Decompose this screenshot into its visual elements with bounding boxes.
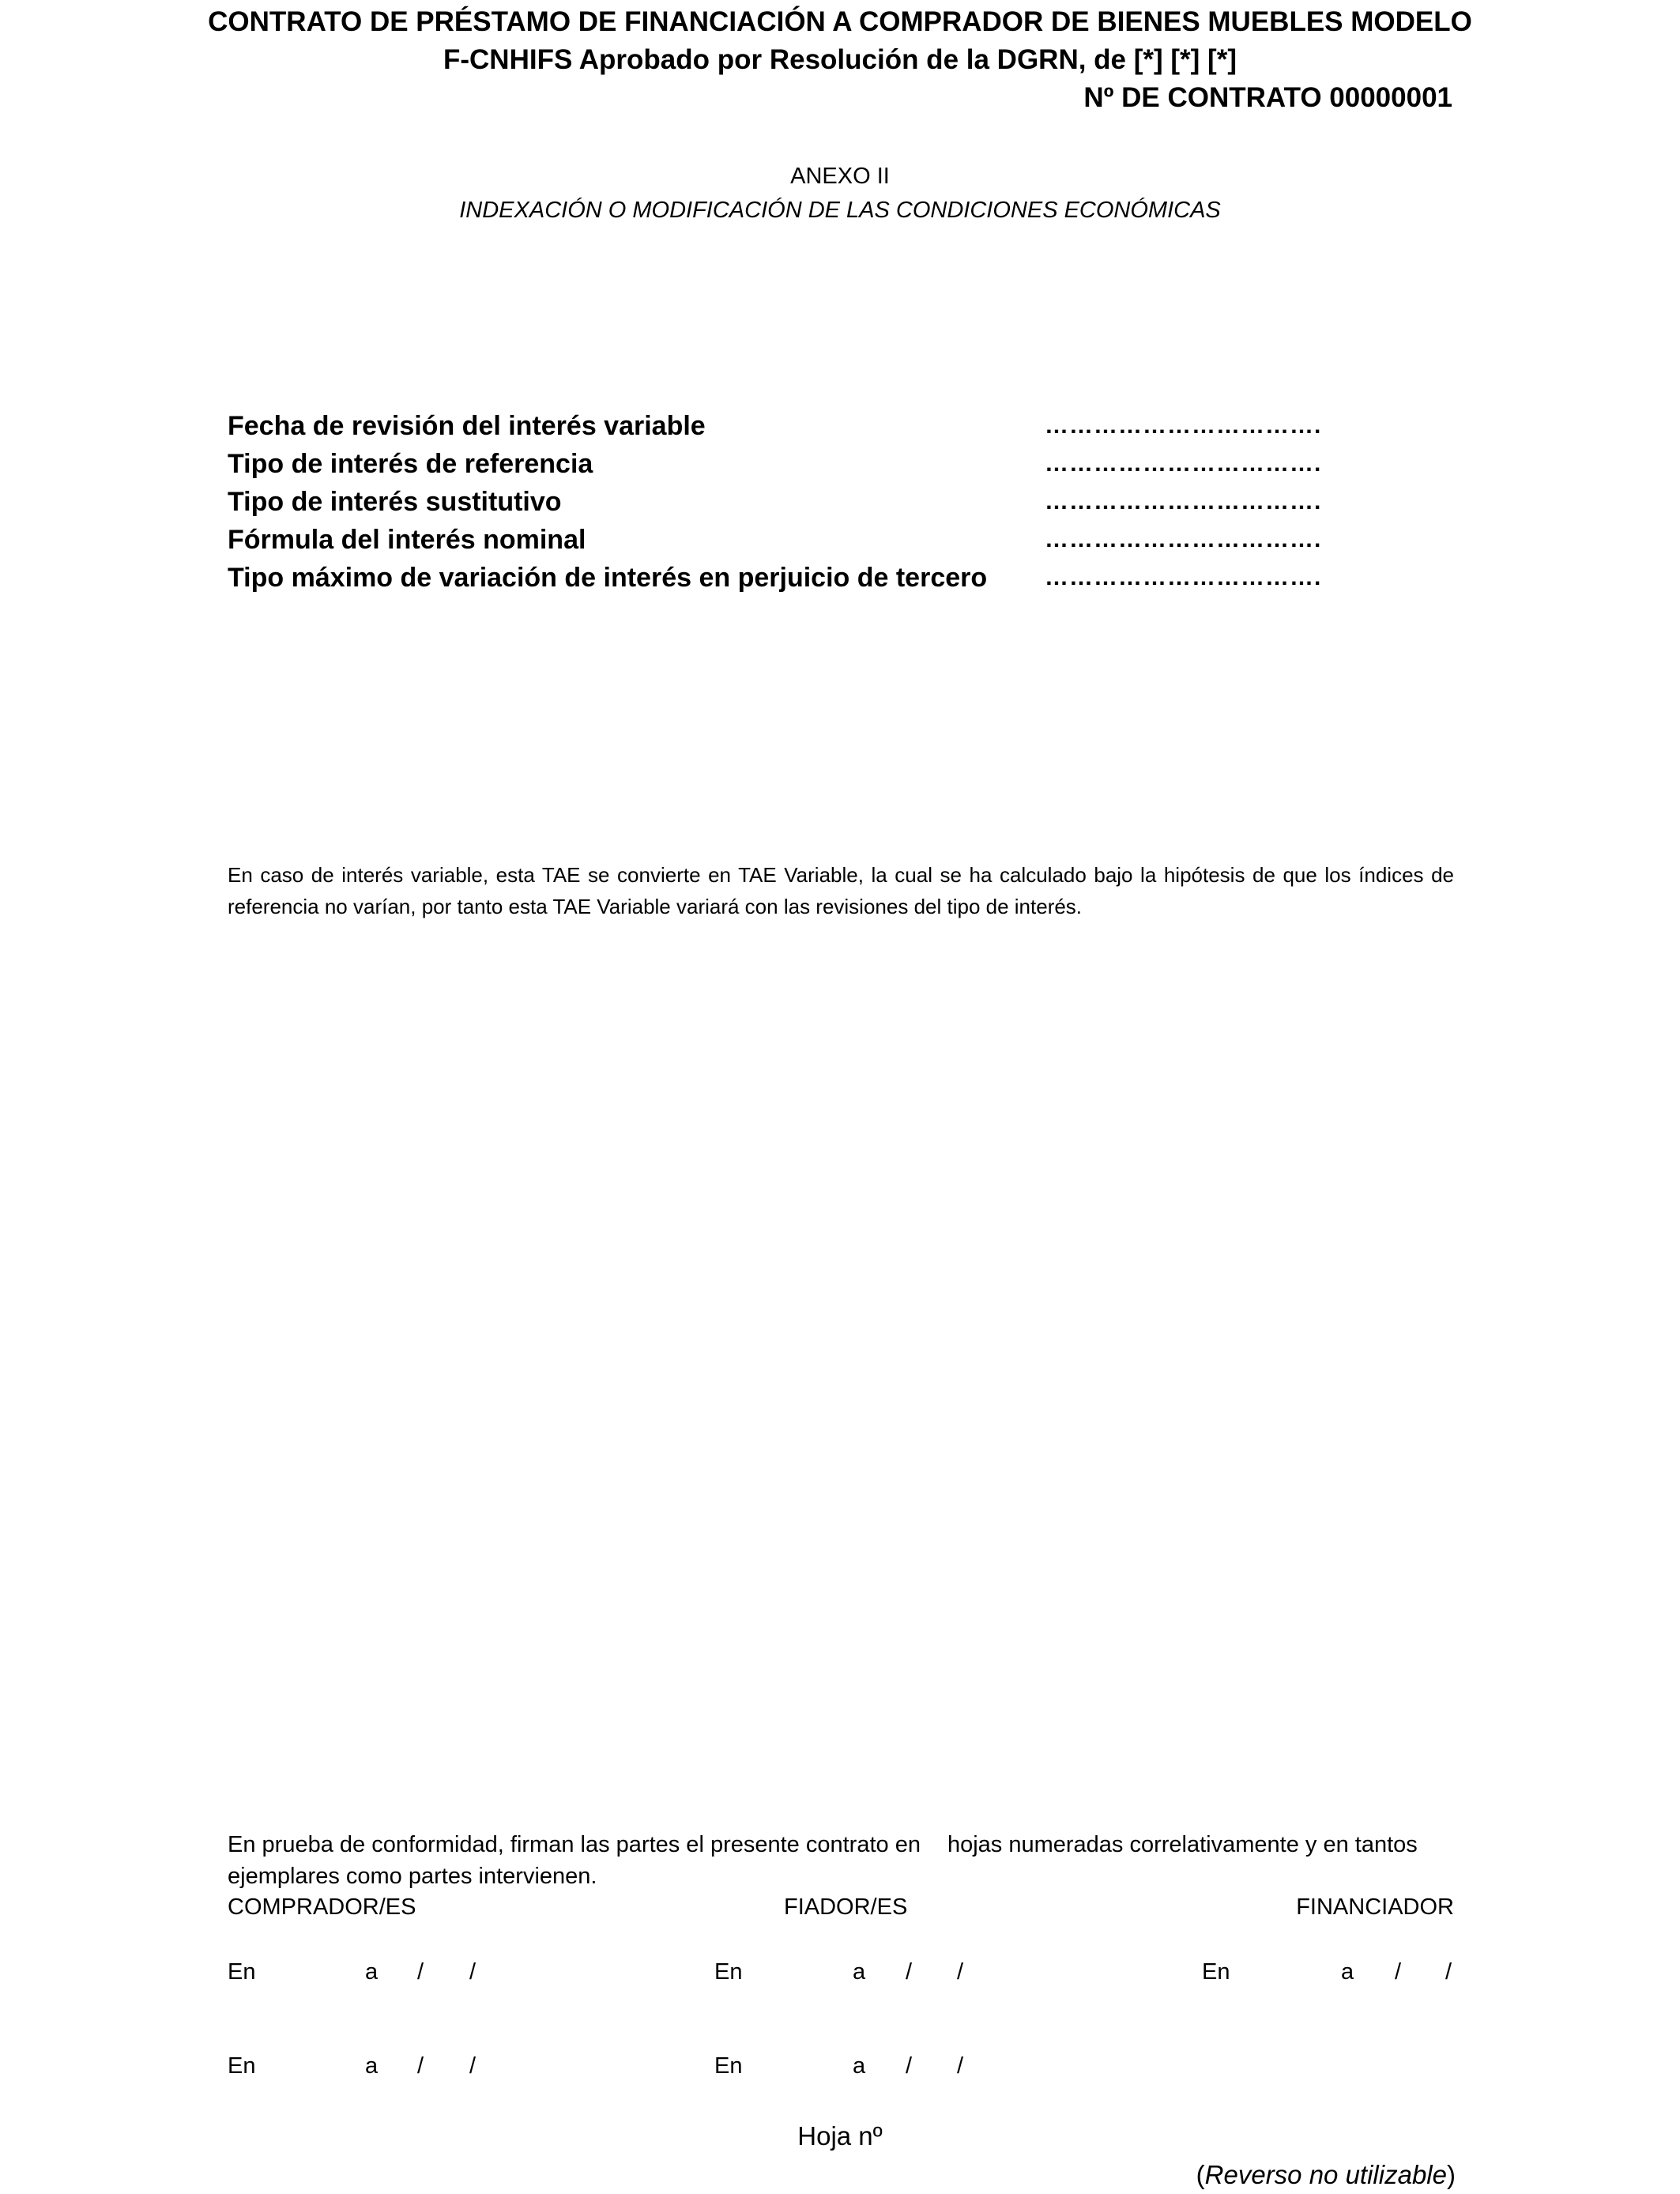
date-slash: / (1445, 1959, 1452, 1985)
date-en: En (714, 1959, 743, 1985)
field-label-reference-rate: Tipo de interés de referencia (228, 449, 593, 479)
date-line-row-2 (0, 2053, 1680, 2085)
date-a: a (365, 1959, 379, 1985)
date-slash: / (417, 1959, 424, 1985)
date-en: En (1202, 1959, 1230, 1985)
signature-intro-part1: En prueba de conformidad, firman las partes el presente contrato en (228, 1832, 921, 1857)
signature-intro-part2: hojas numeradas correlativamente y en tantos ejemplares como partes intervienen. (228, 1832, 1418, 1889)
reverse-close-paren: ) (1447, 2160, 1456, 2189)
page-number-label: Hoja nº (797, 2121, 883, 2151)
field-value-max-variation: ……………………………. (1045, 564, 1322, 590)
field-label-revision-date: Fecha de revisión del interés variable (228, 411, 706, 441)
party-financier: FINANCIADOR (1296, 1894, 1454, 1920)
date-en: En (228, 1959, 256, 1985)
reverse-open-paren: ( (1196, 2160, 1205, 2189)
date-a: a (853, 2053, 866, 2079)
date-slash: / (469, 2053, 477, 2079)
field-value-nominal-formula: ……………………………. (1045, 526, 1322, 552)
signature-intro (228, 1829, 1460, 1892)
date-slash: / (906, 2053, 913, 2079)
date-a: a (853, 1959, 866, 1985)
field-value-reference-rate: ……………………………. (1045, 450, 1322, 477)
field-value-revision-date: ……………………………. (1045, 413, 1322, 439)
document-title-line2: F-CNHIFS Aprobado por Resolución de la DGRN, de [*] [*] [*] (443, 44, 1237, 75)
party-buyer: COMPRADOR/ES (228, 1894, 416, 1920)
date-a: a (1341, 1959, 1354, 1985)
date-slash: / (906, 1959, 913, 1985)
tae-variable-paragraph: En caso de interés variable, esta TAE se convierte en TAE Variable, la cual se ha calculado bajo la hipótesis de que los índices de referencia no varían, por tanto esta TAE Variable variará con las revisiones del tipo de interés. (228, 863, 1454, 918)
annex-subtitle: INDEXACIÓN O MODIFICACIÓN DE LAS CONDICIONES ECONÓMICAS (459, 198, 1221, 223)
party-guarantor: FIADOR/ES (784, 1894, 908, 1920)
date-a: a (365, 2053, 379, 2079)
contract-number: Nº DE CONTRATO 00000001 (1083, 82, 1452, 113)
field-label-substitute-rate: Tipo de interés sustitutivo (228, 487, 562, 517)
document-title-line1: CONTRATO DE PRÉSTAMO DE FINANCIACIÓN A COMPRADOR DE BIENES MUEBLES MODELO (208, 6, 1472, 37)
date-line-row-1 (0, 1959, 1680, 1991)
field-label-nominal-formula: Fórmula del interés nominal (228, 525, 586, 555)
date-slash: / (957, 1959, 964, 1985)
reverse-unused-text: Reverso no utilizable (1204, 2160, 1447, 2189)
date-slash: / (417, 2053, 424, 2079)
field-label-max-variation: Tipo máximo de variación de interés en perjuicio de tercero (228, 563, 988, 593)
date-slash: / (469, 1959, 477, 1985)
date-en: En (714, 2053, 743, 2079)
field-value-substitute-rate: ……………………………. (1045, 488, 1322, 515)
date-slash: / (957, 2053, 964, 2079)
date-en: En (228, 2053, 256, 2079)
date-slash: / (1395, 1959, 1402, 1985)
reverse-unused-note (1196, 2160, 1456, 2190)
annex-title: ANEXO II (790, 164, 890, 189)
